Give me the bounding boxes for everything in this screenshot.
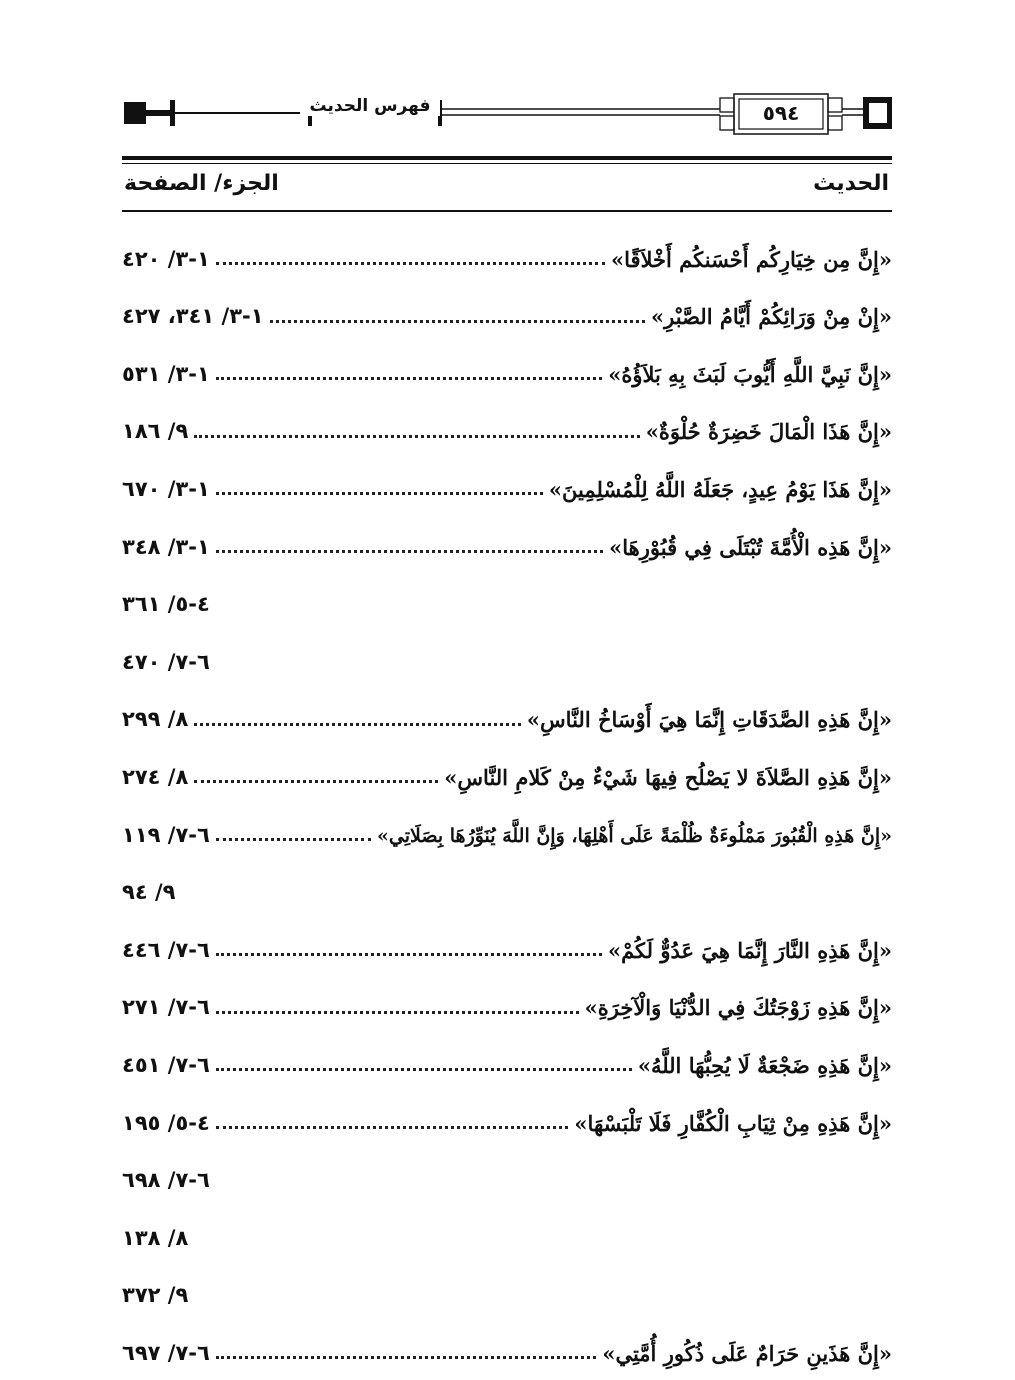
volume-page-ref: ٤-٥/ ٣٦١ [122, 592, 210, 617]
volume-page-ref: ٩/ ١٨٦ [122, 419, 189, 444]
leader-dots [194, 723, 521, 726]
volume-page-ref: ١-٣/ ٥٣١ [122, 361, 210, 386]
hadith-text: «إِنَّ هَذَينِ حَرَامٌ عَلَى ذُكُورِ أُمَّتِي» [602, 1340, 892, 1366]
volume-page-ref: ١-٣/ ٣٤١، ٤٢٧ [122, 304, 264, 329]
leader-dots [216, 492, 543, 495]
index-entry [122, 746, 892, 804]
index-entry-continuation [122, 631, 892, 689]
hadith-text: «إِنَّ هَذِهِ الصَّلاَةَ لا يَصْلُح فِيهَا شَيْءٌ مِنْ كَلامِ النَّاسِ» [444, 765, 892, 791]
volume-page-ref: ٦-٧/ ٤٥١ [122, 1053, 210, 1078]
index-entry [122, 977, 892, 1035]
hadith-text: «إِنَّ هَذَا الْمَالَ خَضِرَةٌ حُلْوَةٌ» [645, 419, 892, 445]
hadith-text: «إِنَّ هَذِهِ الصَّدَقَاتِ إِنَّمَا هِيَ أَوْسَاخُ النَّاسِ» [526, 707, 892, 733]
volume-page-ref: ٩/ ٣٧٢ [122, 1283, 189, 1308]
index-entry [122, 343, 892, 401]
index-entry [122, 516, 892, 574]
index-entry [122, 689, 892, 747]
index-entry [122, 804, 892, 862]
top-rule-thin [122, 163, 892, 164]
volume-page-ref: ٦-٧/ ٦٩٧ [122, 1340, 210, 1365]
index-entry-continuation [122, 1207, 892, 1265]
volume-page-ref: ٤-٥/ ١٩٥ [122, 1110, 210, 1135]
index-entry [122, 286, 892, 344]
leader-dots [216, 953, 602, 956]
top-rule [122, 156, 892, 160]
volume-page-ref: ٨/ ٢٧٤ [122, 765, 189, 790]
leader-dots [270, 320, 645, 323]
volume-page-ref: ٦-٧/ ٤٤٦ [122, 937, 210, 962]
volume-page-ref: ١-٣/ ٤٢٠ [122, 246, 210, 271]
leader-dots [194, 780, 438, 783]
leader-dots [216, 1011, 579, 1014]
hadith-text: «إِنَّ هَذِهِ الْقُبُورَ مَمْلُوءَةٌ ظُلْمَةً عَلَى أَهْلِهَا، وَإِنَّ اللَّهَ يُنَوِّرُهَا بِصَلَاتِي» [377, 825, 892, 848]
volume-page-ref: ٦-٧/ ٦٩٨ [122, 1168, 210, 1193]
index-entry-continuation [122, 1150, 892, 1208]
volume-page-column-heading: الجزء/ الصفحة [124, 171, 279, 196]
volume-page-ref: ٨/ ٢٩٩ [122, 707, 189, 732]
index-entry [122, 1034, 892, 1092]
section-title: فهرس الحديث [300, 96, 440, 116]
index-entry-continuation [122, 1265, 892, 1323]
volume-page-ref: ١-٣/ ٣٤٨ [122, 534, 210, 559]
hadith-text: «إِنَّ هَذِهِ ضَجْعَةٌ لَا يُحِبُّهَا اللَّهُ» [637, 1053, 892, 1079]
index-entry [122, 1322, 892, 1380]
leader-dots [216, 262, 605, 265]
hadith-text: «إِنَّ نَبِيَّ اللَّهِ أَيُّوبَ لَبَثَ بِهِ بَلاَؤُهُ» [608, 361, 892, 387]
leader-dots [216, 1356, 597, 1359]
leader-dots [216, 1126, 569, 1129]
index-entry [122, 458, 892, 516]
leader-dots [194, 435, 639, 438]
index-entry-continuation [122, 574, 892, 632]
index-entry [122, 1092, 892, 1150]
hadith-text: «إِنَّ هَذِهِ مِنْ ثِيَابِ الْكُفَّارِ فَلَا تَلْبَسْهَا» [574, 1110, 892, 1136]
heading-rule [122, 210, 892, 212]
hadith-index-list [122, 228, 892, 1380]
volume-page-ref: ٦-٧/ ١١٩ [122, 822, 210, 847]
hadith-text: «إِنَّ هَذِهِ زَوْجَتُكَ فِي الدُّنْيَا وَالْآخِرَةِ» [584, 995, 892, 1021]
leader-dots [216, 377, 602, 380]
volume-page-ref: ١-٣/ ٦٧٠ [122, 477, 210, 502]
volume-page-ref: ٨/ ١٣٨ [122, 1225, 189, 1250]
volume-page-ref: ٦-٧/ ٤٧٠ [122, 649, 210, 674]
page-header [122, 88, 892, 142]
volume-page-ref: ٩/ ٩٤ [122, 880, 176, 905]
hadith-text: «إِنْ مِنْ وَرَائِكُمْ أَيَّامُ الصَّبْرِ» [651, 304, 892, 330]
hadith-text: «إِنَّ هَذِهِ النَّارَ إِنَّمَا هِيَ عَدُوٌّ لَكُمْ» [607, 937, 892, 963]
index-entry [122, 228, 892, 286]
hadith-text: «إِنَّ هَذِه الْأُمَّةَ تُبْتَلَى فِي قُبُوْرِهَا» [609, 534, 892, 560]
hadith-text: «إِنَّ مِن خِيَارِكُم أَحْسَنكُم أَخْلاَقًا» [610, 246, 892, 272]
leader-dots [216, 550, 603, 553]
index-entry-continuation [122, 862, 892, 920]
volume-page-ref: ٦-٧/ ٢٧١ [122, 995, 210, 1020]
page-number: ٥٩٤ [762, 101, 800, 125]
leader-dots [216, 1068, 632, 1071]
leader-dots [216, 838, 371, 841]
hadith-column-heading: الحديث [813, 171, 889, 196]
index-entry [122, 401, 892, 459]
hadith-text: «إِنَّ هَذَا يَوْمُ عِيدٍ، جَعَلَهُ اللَّهُ لِلْمُسْلِمِينَ» [548, 477, 892, 503]
index-entry [122, 919, 892, 977]
